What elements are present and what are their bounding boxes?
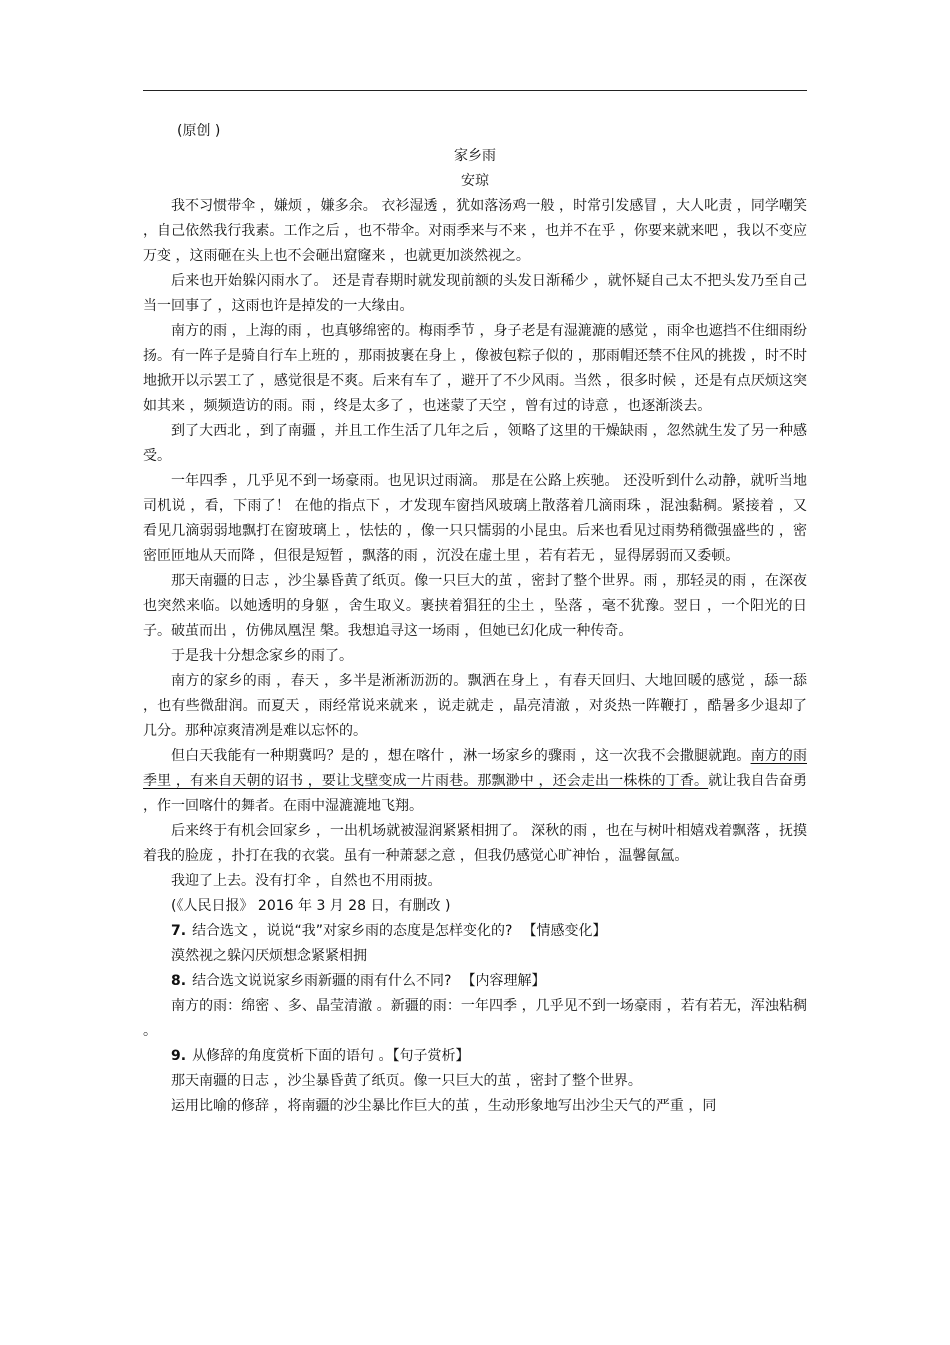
article-title: 家乡雨 xyxy=(454,148,496,164)
question-9 xyxy=(143,1044,807,1069)
paragraph: 南方的家乡的雨 ，春天 ，多半是淅淅沥沥的。飘洒在身上 ，有春天回归、大地回暖的感觉 ，舔一舔 ，也有些微甜润。而夏天 ，雨经常说来就来 ，说走就走 ，晶亮清澈 ，对炎热一阵鞭打 ，酷暑多少退却了几分。那种凉爽清冽是难以忘怀的。 xyxy=(143,673,807,739)
question-8 xyxy=(143,969,807,994)
document-body xyxy=(143,119,807,1119)
underlined-sentence: 南方的雨季里 ，有来自天朝的诏书 ，要让戈壁变成一片雨巷。那飘渺中 ，还会走出一株株的丁香。 xyxy=(143,748,807,789)
paragraph: 于是我十分想念家乡的雨了。 xyxy=(171,648,353,664)
question-tag: 【情感变化】 xyxy=(522,923,607,939)
paragraph: 后来终于有机会回家乡 ，一出机场就被湿润紧紧相拥了。 深秋的雨 ，也在与树叶相嬉戏着飘落 ，抚摸着我的脸庞 ，扑打在我的衣裳。虽有一种萧瑟之意 ，但我仍感觉心旷神怡 ，温馨氤氲。 xyxy=(143,823,807,864)
answer-8: 南方的雨：绵密 、多、晶莹清澈 。新疆的雨：一年四季 ，几乎见不到一场豪雨 ，若有若无，浑浊粘稠 。 xyxy=(143,998,807,1039)
question-number: 9. xyxy=(171,1048,187,1064)
question-tag: 【内容理解】 xyxy=(461,973,546,989)
quoted-sentence: 那天南疆的日志 ，沙尘暴昏黄了纸页。像一只巨大的茧 ，密封了整个世界。 xyxy=(171,1073,642,1089)
paragraph: 后来也开始躲闪雨水了。 还是青春期时就发现前额的头发日渐稀少 ，就怀疑自己太不把头发乃至自己当一回事了 ，这雨也许是掉发的一大缘由。 xyxy=(143,273,807,314)
question-text: 结合选文 ，说说“我”对家乡雨的态度是怎样变化的? xyxy=(192,923,513,939)
paragraph: 一年四季 ，几乎见不到一场豪雨。也见识过雨滴。 那是在公路上疾驰。 还没听到什么动静，就听当地司机说 ，看，下雨了！ 在他的指点下 ，才发现车窗挡风玻璃上散落着几滴雨珠 ，混浊黏稠。紧接着 ，又看见几滴弱弱地飘打在窗玻璃上 ，怯怯的 ，像一只只懦弱的小昆虫。后来也看见过雨势稍微强盛些的 ，密密匝匝地从天而降 ，但很是短暂 ，飘落的雨 ，沉没在虚土里 ，若有若无 ，显得孱弱而又委顿。 xyxy=(143,473,807,564)
question-text: 从修辞的角度赏析下面的语句 。 xyxy=(192,1048,393,1064)
article-author: 安琼 xyxy=(461,173,489,189)
paragraph: 到了大西北 ，到了南疆 ，并且工作生活了几年之后 ，领略了这里的干燥缺雨 ，忽然就生发了另一种感受。 xyxy=(143,423,807,464)
answer-7: 漠然视之躲闪厌烦想念紧紧相拥 xyxy=(171,948,367,964)
paragraph-text: 就让我自告奋勇 ，作一回喀什的舞者。在雨中湿漉漉地飞翔。 xyxy=(143,773,808,814)
question-7 xyxy=(143,919,807,944)
paragraph: 我不习惯带伞 ，嫌烦 ，嫌多余。 衣衫湿透 ，犹如落汤鸡一般 ，时常引发感冒 ，大人叱责 ，同学嘲笑 ，自己依然我行我素。工作之后 ，也不带伞。对雨季来与不来 ，也并不在乎 ，你要来就来吧 ，我以不变应万变 ，这雨砸在头上也不会砸出窟窿来 ，也就更加淡然视之。 xyxy=(143,198,807,264)
paragraph: 那天南疆的日志 ，沙尘暴昏黄了纸页。像一只巨大的茧 ，密封了整个世界。雨 ，那轻灵的雨 ，在深夜也突然来临。以她透明的身躯 ，舍生取义。裹挟着猖狂的尘土 ，坠落 ，毫不犹豫。翌日 ，一个阳光的日子。破茧而出 ，仿佛凤凰涅 槃。我想追寻这一场雨 ，但她已幻化成一种传奇。 xyxy=(143,573,807,639)
question-number: 8. xyxy=(171,973,187,989)
paragraph: 南方的雨 ，上海的雨 ，也真够绵密的。梅雨季节 ，身子老是有湿漉漉的感觉 ，雨伞也遮挡不住细雨纷扬。有一阵子是骑自行车上班的 ，那雨披裹在身上 ，像被包粽子似的 ，那雨帽还禁不住风的挑拨 ，时不时地掀开以示罢工了 ，感觉很是不爽。后来有车了 ，避开了不少风雨。当然 ，很多时候 ，还是有点厌烦这突如其来 ，频频造访的雨。雨 ，终是太多了 ，也迷蒙了天空 ，曾有过的诗意 ，也逐渐淡去。 xyxy=(143,323,807,414)
question-text: 结合选文说说家乡雨新疆的雨有什么不同? xyxy=(192,973,452,989)
header-rule xyxy=(143,90,807,91)
paragraph: 我迎了上去。没有打伞 ，自然也不用雨披。 xyxy=(171,873,442,889)
source-note: (《人民日报》 2016 年 3 月 28 日，有删改 ) xyxy=(171,898,451,914)
answer-9: 运用比喻的修辞 ，将南疆的沙尘暴比作巨大的茧 ，生动形象地写出沙尘天气的严重 ，同 xyxy=(171,1098,717,1114)
question-number: 7. xyxy=(171,923,187,939)
question-tag: 【句子赏析】 xyxy=(392,1048,470,1064)
origin-label: (原创 ) xyxy=(177,123,221,139)
paragraph-text: 但白天我能有一种期冀吗？是的 ，想在喀什 ，淋一场家乡的骤雨 ，这一次我不会撒腿就跑。 xyxy=(171,748,751,764)
paragraph-with-underline xyxy=(143,744,807,819)
